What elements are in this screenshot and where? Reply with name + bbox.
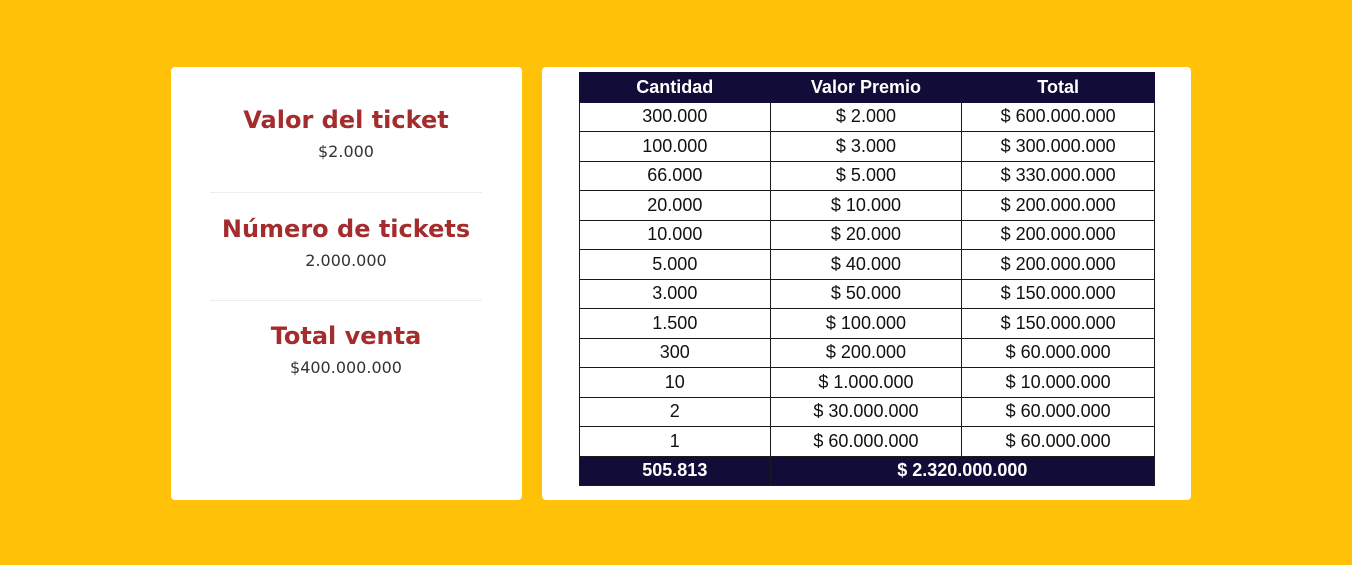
table-row [580, 309, 1155, 339]
cell-prize-value: $ 1.000.000 [770, 368, 962, 398]
cell-prize-value: $ 100.000 [770, 309, 962, 339]
header-prize-value: Valor Premio [770, 73, 962, 103]
cell-prize-value: $ 3.000 [770, 132, 962, 162]
stat-value: 2.000.000 [305, 251, 387, 270]
table-row [580, 191, 1155, 221]
table-row [580, 279, 1155, 309]
cell-total: $ 300.000.000 [962, 132, 1155, 162]
cell-quantity: 10.000 [580, 220, 771, 250]
table-row [580, 220, 1155, 250]
table-row [580, 161, 1155, 191]
total-quantity: 505.813 [580, 456, 771, 486]
table-row [580, 102, 1155, 132]
cell-quantity: 5.000 [580, 250, 771, 280]
cell-total: $ 600.000.000 [962, 102, 1155, 132]
table-row [580, 338, 1155, 368]
stat-title: Total venta [270, 322, 422, 350]
cell-total: $ 150.000.000 [962, 279, 1155, 309]
cell-prize-value: $ 2.000 [770, 102, 962, 132]
cell-quantity: 2 [580, 397, 771, 427]
cell-total: $ 200.000.000 [962, 191, 1155, 221]
table-total-row [580, 456, 1155, 486]
header-total: Total [962, 73, 1155, 103]
cell-quantity: 10 [580, 368, 771, 398]
stat-title: Número de tickets [221, 215, 471, 243]
prize-table-card [542, 67, 1191, 500]
stat-ticket-count [210, 214, 482, 271]
cell-quantity: 20.000 [580, 191, 771, 221]
cell-quantity: 66.000 [580, 161, 771, 191]
divider [210, 300, 482, 301]
table-row [580, 368, 1155, 398]
table-row [580, 132, 1155, 162]
table-row [580, 427, 1155, 457]
divider [210, 192, 482, 193]
stat-total-sales [210, 321, 482, 378]
cell-total: $ 330.000.000 [962, 161, 1155, 191]
cell-total: $ 60.000.000 [962, 397, 1155, 427]
cell-total: $ 60.000.000 [962, 338, 1155, 368]
table-header-row [580, 73, 1155, 103]
cell-quantity: 300.000 [580, 102, 771, 132]
stat-value: $2.000 [318, 142, 374, 161]
grand-total: $ 2.320.000.000 [770, 456, 1154, 486]
stat-ticket-value [210, 105, 482, 162]
cell-quantity: 300 [580, 338, 771, 368]
prize-table [579, 72, 1155, 486]
cell-prize-value: $ 60.000.000 [770, 427, 962, 457]
cell-prize-value: $ 50.000 [770, 279, 962, 309]
cell-prize-value: $ 40.000 [770, 250, 962, 280]
table-row [580, 250, 1155, 280]
stat-title: Valor del ticket [243, 106, 449, 134]
cell-total: $ 200.000.000 [962, 220, 1155, 250]
cell-quantity: 1.500 [580, 309, 771, 339]
cell-prize-value: $ 30.000.000 [770, 397, 962, 427]
stat-value: $400.000.000 [290, 358, 402, 377]
cell-prize-value: $ 200.000 [770, 338, 962, 368]
cell-quantity: 3.000 [580, 279, 771, 309]
cell-total: $ 150.000.000 [962, 309, 1155, 339]
cell-total: $ 10.000.000 [962, 368, 1155, 398]
cell-prize-value: $ 5.000 [770, 161, 962, 191]
cell-total: $ 60.000.000 [962, 427, 1155, 457]
cell-quantity: 100.000 [580, 132, 771, 162]
header-quantity: Cantidad [580, 73, 771, 103]
cell-prize-value: $ 20.000 [770, 220, 962, 250]
cell-prize-value: $ 10.000 [770, 191, 962, 221]
cell-total: $ 200.000.000 [962, 250, 1155, 280]
table-row [580, 397, 1155, 427]
ticket-info-card [171, 67, 522, 500]
cell-quantity: 1 [580, 427, 771, 457]
